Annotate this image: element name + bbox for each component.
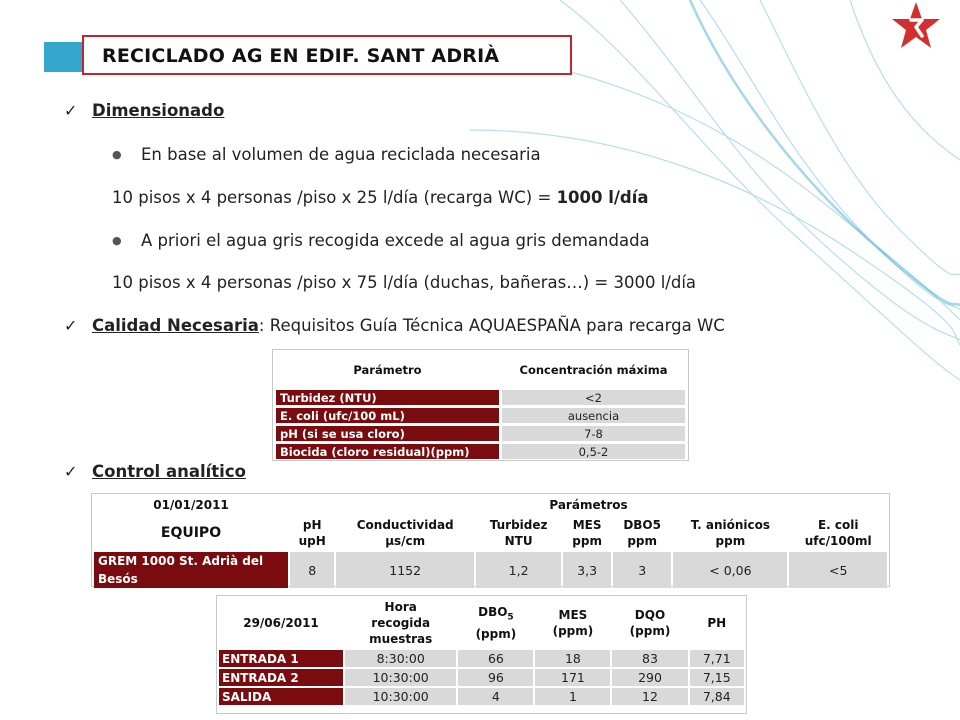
analysis-table-2011-01-frame bbox=[91, 493, 890, 587]
header-line: (ppm) bbox=[552, 624, 594, 638]
header-line: (ppm) bbox=[475, 626, 517, 641]
param-label: pH (si se usa cloro) bbox=[276, 426, 499, 441]
table-date: 01/01/2011 bbox=[94, 496, 288, 514]
value-cell: 3 bbox=[613, 552, 671, 588]
header-unit: ppm bbox=[715, 534, 746, 548]
calidad-line bbox=[92, 316, 725, 335]
column-header-hora bbox=[345, 598, 456, 648]
value-cell: 1152 bbox=[336, 552, 474, 588]
calc-line-1 bbox=[112, 188, 649, 207]
value-cell: 10:30:00 bbox=[345, 688, 456, 705]
value-cell: 96 bbox=[458, 669, 533, 686]
value-cell: 290 bbox=[612, 669, 687, 686]
value-cell: 3,3 bbox=[563, 552, 611, 588]
value-cell: 1,2 bbox=[476, 552, 561, 588]
column-header bbox=[476, 516, 561, 550]
header-unit: upH bbox=[298, 534, 326, 548]
calc-line-2: 10 pisos x 4 personas /piso x 75 l/día (duchas, bañeras…) = 3000 l/día bbox=[112, 273, 697, 292]
param-value: ausencia bbox=[502, 408, 685, 423]
header-name: DBO5 bbox=[623, 518, 661, 532]
param-value: 0,5-2 bbox=[502, 444, 685, 459]
header-name: Turbidez bbox=[489, 518, 548, 532]
sample-label: ENTRADA 1 bbox=[219, 650, 343, 667]
page-title: RECICLADO AG EN EDIF. SANT ADRIÀ bbox=[102, 45, 500, 67]
header-name: T. aniónicos bbox=[690, 518, 771, 532]
value-cell: 18 bbox=[535, 650, 610, 667]
calc-1-text: 10 pisos x 4 personas /piso x 25 l/día (recarga WC) = bbox=[112, 188, 557, 207]
value-cell: < 0,06 bbox=[673, 552, 787, 588]
value-cell: 83 bbox=[612, 650, 687, 667]
quality-requirements-table-frame bbox=[272, 349, 689, 461]
header-name: Conductividad bbox=[356, 518, 454, 532]
analysis-table-2011-06-frame bbox=[216, 595, 747, 714]
table-row bbox=[276, 444, 685, 459]
value-cell: 7,15 bbox=[690, 669, 744, 686]
header-unit: ppm bbox=[572, 534, 602, 548]
header-unit: ufc/100ml bbox=[804, 534, 872, 548]
bullet-icon: ● bbox=[112, 148, 122, 161]
header-line: DQO bbox=[634, 608, 666, 622]
title-accent-bar bbox=[44, 42, 86, 72]
control-heading: Control analítico bbox=[92, 462, 246, 481]
calidad-heading: Calidad Necesaria bbox=[92, 316, 259, 335]
checkmark-icon: ✓ bbox=[64, 316, 78, 335]
header-unit: μs/cm bbox=[385, 534, 426, 548]
header-line: DBO bbox=[478, 605, 508, 620]
sample-label: ENTRADA 2 bbox=[219, 669, 343, 686]
param-value: <2 bbox=[502, 390, 685, 405]
value-cell: 4 bbox=[458, 688, 533, 705]
equipment-label-line2: Besós bbox=[98, 572, 138, 586]
value-cell: <5 bbox=[789, 552, 887, 588]
table-row bbox=[94, 552, 887, 588]
sample-label: SALIDA bbox=[219, 688, 343, 705]
column-header bbox=[290, 516, 334, 550]
value-cell: 171 bbox=[535, 669, 610, 686]
equipment-label bbox=[94, 552, 288, 588]
header-name: E. coli bbox=[817, 518, 859, 532]
header-line: recogida bbox=[371, 616, 431, 630]
analysis-table-2011-01 bbox=[92, 494, 889, 590]
table-row bbox=[276, 390, 685, 405]
star-logo-icon bbox=[889, 0, 943, 52]
header-unit: NTU bbox=[504, 534, 533, 548]
dimensionado-heading: Dimensionado bbox=[92, 101, 225, 120]
column-header-ph: PH bbox=[690, 598, 744, 648]
header-line: (ppm) bbox=[629, 624, 671, 638]
analysis-table-2011-06 bbox=[217, 596, 746, 707]
param-label: Turbidez (NTU) bbox=[276, 390, 499, 405]
quality-requirements-table bbox=[273, 350, 688, 462]
calc-1-result: 1000 l/día bbox=[556, 188, 649, 207]
column-header bbox=[613, 516, 671, 550]
value-cell: 7,84 bbox=[690, 688, 744, 705]
table-row bbox=[219, 669, 744, 686]
bullet-text-volumen: En base al volumen de agua reciclada necesaria bbox=[141, 145, 541, 164]
column-header bbox=[336, 516, 474, 550]
equipment-label-line1: GREM 1000 St. Adrià del bbox=[98, 554, 264, 568]
header-name: MES bbox=[572, 518, 602, 532]
value-cell: 12 bbox=[612, 688, 687, 705]
column-header-dbo bbox=[458, 598, 533, 648]
column-header bbox=[789, 516, 887, 550]
value-cell: 8 bbox=[290, 552, 334, 588]
value-cell: 7,71 bbox=[690, 650, 744, 667]
table-row bbox=[219, 688, 744, 705]
header-line: MES bbox=[558, 608, 588, 622]
header-subscript: 5 bbox=[507, 612, 514, 623]
value-cell: 10:30:00 bbox=[345, 669, 456, 686]
table-date: 29/06/2011 bbox=[219, 598, 343, 648]
title-box bbox=[82, 35, 572, 75]
equipo-header: EQUIPO bbox=[94, 516, 288, 550]
table-header: Concentración máxima bbox=[502, 353, 685, 387]
column-header bbox=[673, 516, 787, 550]
param-value: 7-8 bbox=[502, 426, 685, 441]
value-cell: 8:30:00 bbox=[345, 650, 456, 667]
table-row bbox=[276, 408, 685, 423]
param-label: Biocida (cloro residual)(ppm) bbox=[276, 444, 499, 459]
checkmark-icon: ✓ bbox=[64, 462, 78, 481]
column-header-mes bbox=[535, 598, 610, 648]
param-label: E. coli (ufc/100 mL) bbox=[276, 408, 499, 423]
value-cell: 1 bbox=[535, 688, 610, 705]
table-header: Parámetro bbox=[276, 353, 499, 387]
bullet-icon: ● bbox=[112, 234, 122, 247]
bullet-text-agua-gris: A priori el agua gris recogida excede al agua gris demandada bbox=[141, 231, 650, 250]
header-line: Hora bbox=[384, 600, 417, 614]
table-row bbox=[219, 650, 744, 667]
column-header bbox=[563, 516, 611, 550]
header-line: muestras bbox=[369, 632, 433, 646]
checkmark-icon: ✓ bbox=[64, 101, 78, 120]
column-header-dqo bbox=[612, 598, 687, 648]
value-cell: 66 bbox=[458, 650, 533, 667]
table-group-header: Parámetros bbox=[290, 496, 887, 514]
table-row bbox=[276, 426, 685, 441]
calidad-text: : Requisitos Guía Técnica AQUAESPAÑA para recarga WC bbox=[258, 316, 725, 335]
header-unit: ppm bbox=[627, 534, 658, 548]
header-name: pH bbox=[302, 518, 322, 532]
